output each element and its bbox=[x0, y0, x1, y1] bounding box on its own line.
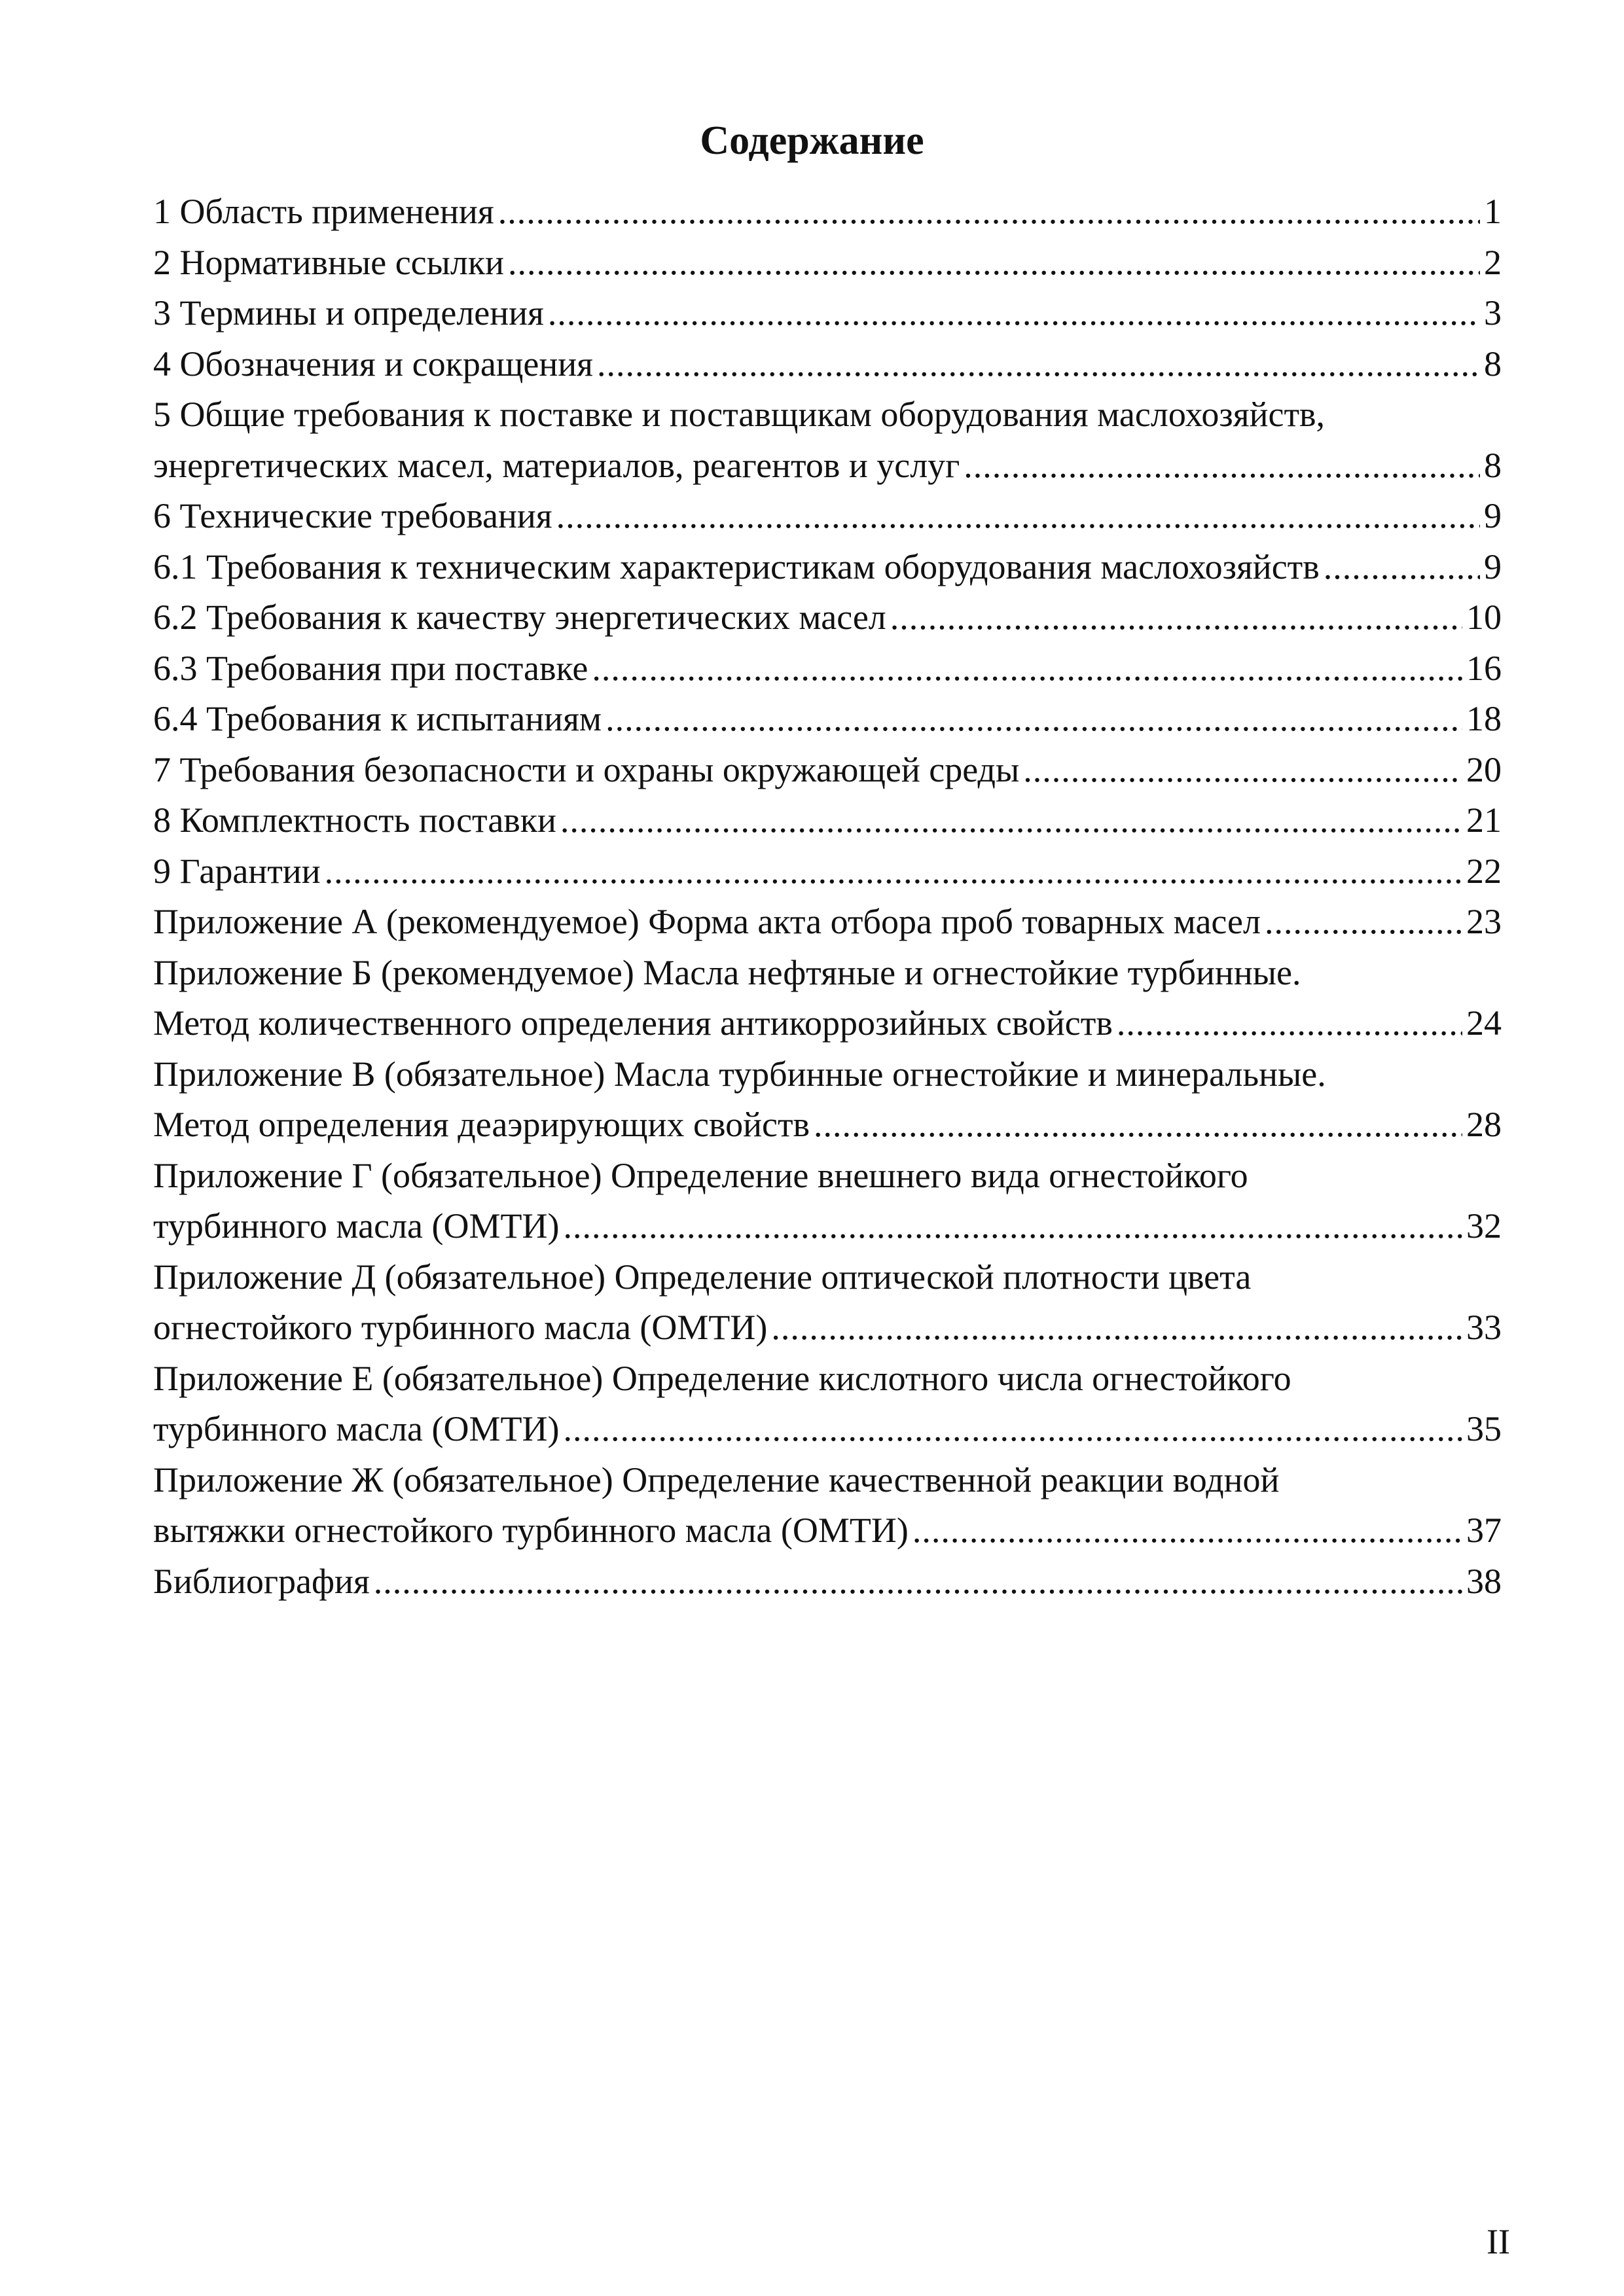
toc-entry-line bbox=[153, 643, 1502, 694]
toc-entry-title: Приложение А (рекомендуемое) Форма акта отбора проб товарных масел bbox=[153, 902, 1261, 941]
dot-leader bbox=[1117, 998, 1462, 1049]
toc-entry bbox=[153, 1556, 1502, 1607]
toc-entry bbox=[153, 339, 1502, 390]
dot-leader bbox=[374, 1556, 1462, 1607]
toc-entry-title-line: Приложение Ж (обязательное) Определение качественной реакции водной bbox=[153, 1460, 1280, 1499]
toc-entry-page: 33 bbox=[1466, 1308, 1502, 1347]
toc-entry bbox=[153, 1049, 1502, 1151]
toc-entry-title: 8 Комплектность поставки bbox=[153, 800, 556, 840]
toc-entry bbox=[153, 1455, 1502, 1556]
toc-entry-line bbox=[153, 1201, 1502, 1252]
dot-leader bbox=[605, 694, 1462, 745]
toc-entry-title-line: Приложение Д (обязательное) Определение оптической плотности цвета bbox=[153, 1257, 1252, 1297]
toc-entry-page: 20 bbox=[1466, 749, 1502, 789]
toc-entry-line bbox=[153, 1404, 1502, 1455]
toc-entry-title-line: Приложение Г (обязательное) Определение внешнего вида огнестойкого bbox=[153, 1155, 1248, 1195]
toc-entry-title: 2 Нормативные ссылки bbox=[153, 242, 504, 282]
page-number: II bbox=[1487, 2222, 1510, 2261]
toc-entry-title: 6.4 Требования к испытаниям bbox=[153, 699, 602, 738]
toc-entry-line bbox=[153, 795, 1502, 846]
toc-entry-title: Библиография bbox=[153, 1561, 370, 1601]
toc-entry-page: 24 bbox=[1466, 1003, 1502, 1043]
toc-entry bbox=[153, 592, 1502, 643]
toc-entry-page: 8 bbox=[1484, 344, 1502, 384]
toc-entry-title: Метод количественного определения антикоррозийных свойств bbox=[153, 1003, 1113, 1043]
toc-entry-title: турбинного масла (ОМТИ) bbox=[153, 1206, 560, 1246]
toc-entry-page: 37 bbox=[1466, 1511, 1502, 1550]
toc-entry-page: 35 bbox=[1466, 1409, 1502, 1448]
toc-entry-title: 6.2 Требования к качеству энергетических масел bbox=[153, 598, 886, 637]
toc-entry-title: вытяжки огнестойкого турбинного масла (ОМТИ) bbox=[153, 1511, 909, 1550]
toc-entry-page: 10 bbox=[1466, 598, 1502, 637]
toc-entry bbox=[153, 187, 1502, 238]
toc-entry bbox=[153, 389, 1502, 491]
toc-entry-line bbox=[153, 1302, 1502, 1354]
toc-entry-page: 22 bbox=[1466, 851, 1502, 891]
toc-entry bbox=[153, 1354, 1502, 1455]
toc-entry-line bbox=[153, 846, 1502, 897]
toc-entry-title-line: 5 Общие требования к поставке и поставщикам оборудования маслохозяйств, bbox=[153, 395, 1326, 434]
toc-entry-page: 9 bbox=[1484, 496, 1502, 535]
toc-entry-page: 18 bbox=[1466, 699, 1502, 738]
dot-leader bbox=[814, 1100, 1462, 1151]
dot-leader bbox=[912, 1505, 1462, 1556]
dot-leader bbox=[964, 440, 1480, 492]
toc-entry bbox=[153, 491, 1502, 542]
toc-entry-line bbox=[153, 592, 1502, 643]
toc-entry-page: 3 bbox=[1484, 293, 1502, 332]
table-of-contents bbox=[153, 187, 1502, 1607]
toc-entry bbox=[153, 643, 1502, 694]
toc-entry-title: 6.3 Требования при поставке bbox=[153, 648, 588, 688]
toc-entry-title: турбинного масла (ОМТИ) bbox=[153, 1409, 560, 1448]
toc-entry-line bbox=[153, 491, 1502, 542]
toc-entry-line bbox=[153, 897, 1502, 948]
toc-entry-title: огнестойкого турбинного масла (ОМТИ) bbox=[153, 1308, 768, 1347]
dot-leader bbox=[563, 1201, 1462, 1252]
toc-entry-line bbox=[153, 542, 1502, 593]
toc-entry-line bbox=[153, 339, 1502, 390]
toc-entry-page: 23 bbox=[1466, 902, 1502, 941]
toc-entry-line bbox=[153, 1100, 1502, 1151]
dot-leader bbox=[548, 288, 1480, 339]
toc-entry-line bbox=[153, 187, 1502, 238]
toc-entry-title: 4 Обозначения и сокращения bbox=[153, 344, 594, 384]
toc-entry-title: 6.1 Требования к техническим характеристикам оборудования маслохозяйств bbox=[153, 547, 1320, 586]
toc-entry-line bbox=[153, 1505, 1502, 1556]
toc-entry-line bbox=[153, 238, 1502, 289]
toc-entry-line bbox=[153, 440, 1502, 492]
toc-entry-title-line: Приложение Е (обязательное) Определение кислотного числа огнестойкого bbox=[153, 1358, 1291, 1398]
dot-leader bbox=[592, 643, 1462, 694]
toc-entry-line bbox=[153, 694, 1502, 745]
toc-entry-line bbox=[153, 288, 1502, 339]
toc-entry-title: 3 Термины и определения bbox=[153, 293, 544, 332]
toc-entry-title-line: Приложение Б (рекомендуемое) Масла нефтяные и огнестойкие турбинные. bbox=[153, 952, 1301, 992]
toc-entry bbox=[153, 897, 1502, 948]
dot-leader bbox=[560, 795, 1462, 846]
dot-leader bbox=[597, 339, 1480, 390]
toc-entry-page: 2 bbox=[1484, 242, 1502, 282]
toc-entry-title: 7 Требования безопасности и охраны окружающей среды bbox=[153, 749, 1020, 789]
toc-entry-title: энергетических масел, материалов, реагентов и услуг bbox=[153, 445, 960, 485]
toc-entry-title: Метод определения деаэрирующих свойств bbox=[153, 1105, 810, 1144]
toc-entry bbox=[153, 795, 1502, 846]
toc-entry-title: 9 Гарантии bbox=[153, 851, 321, 891]
toc-entry bbox=[153, 1151, 1502, 1252]
dot-leader bbox=[563, 1404, 1462, 1455]
toc-entry bbox=[153, 846, 1502, 897]
dot-leader bbox=[890, 592, 1462, 643]
dot-leader bbox=[771, 1302, 1462, 1354]
toc-entry-title: 1 Область применения bbox=[153, 192, 494, 231]
page-title: Содержание bbox=[700, 118, 924, 163]
toc-entry-title: 6 Технические требования bbox=[153, 496, 552, 535]
toc-entry-page: 16 bbox=[1466, 648, 1502, 688]
toc-entry bbox=[153, 288, 1502, 339]
toc-entry-page: 8 bbox=[1484, 445, 1502, 485]
toc-entry-title-line: Приложение В (обязательное) Масла турбинные огнестойкие и минеральные. bbox=[153, 1054, 1326, 1094]
toc-entry bbox=[153, 238, 1502, 289]
toc-entry-page: 32 bbox=[1466, 1206, 1502, 1246]
toc-entry-page: 1 bbox=[1484, 192, 1502, 231]
dot-leader bbox=[1023, 745, 1462, 796]
toc-entry-line bbox=[153, 1556, 1502, 1607]
dot-leader bbox=[325, 846, 1462, 897]
dot-leader bbox=[508, 238, 1480, 289]
toc-entry bbox=[153, 542, 1502, 593]
dot-leader bbox=[556, 491, 1480, 542]
toc-entry-page: 21 bbox=[1466, 800, 1502, 840]
dot-leader bbox=[1324, 542, 1480, 593]
dot-leader bbox=[1265, 897, 1462, 948]
toc-entry bbox=[153, 948, 1502, 1049]
toc-entry-line bbox=[153, 998, 1502, 1049]
toc-entry bbox=[153, 1252, 1502, 1354]
toc-entry-page: 38 bbox=[1466, 1561, 1502, 1601]
toc-entry-line bbox=[153, 745, 1502, 796]
toc-entry-page: 9 bbox=[1484, 547, 1502, 586]
dot-leader bbox=[498, 187, 1480, 238]
toc-entry bbox=[153, 745, 1502, 796]
toc-entry-page: 28 bbox=[1466, 1105, 1502, 1144]
toc-entry bbox=[153, 694, 1502, 745]
